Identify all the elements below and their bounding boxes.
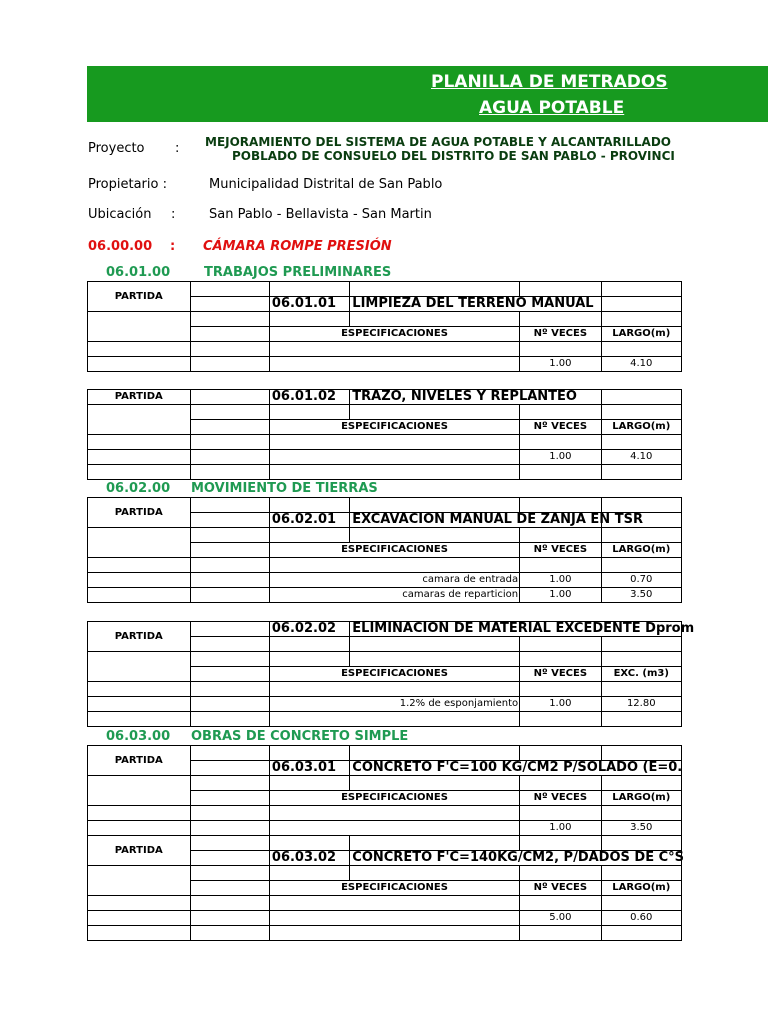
exc-header: EXC. (m3) [601,667,681,682]
partida-code: 06.01.01 [269,297,349,312]
spec-cell: camara de entrada [269,573,519,588]
partida-table-060202 [87,621,695,727]
section-code-0600: 06.00.00 [88,239,153,254]
section-code-0601: 06.01.00 [106,265,171,280]
veces-cell: 1.00 [520,573,601,588]
largo-header: LARGO(m) [601,327,681,342]
veces-header: Nº VECES [520,881,601,896]
partida-table-060201 [87,497,682,603]
veces-header: Nº VECES [520,420,601,435]
specs-header: ESPECIFICACIONES [269,420,519,435]
section-title-0603: OBRAS DE CONCRETO SIMPLE [191,729,409,744]
partida-title: TRAZO, NIVELES Y REPLANTEO [350,390,601,405]
veces-header: Nº VECES [520,543,601,558]
spec-cell: camaras de reparticion [269,588,519,603]
spec-cell [269,911,519,926]
largo-cell: 4.10 [601,450,681,465]
section-colon-0600: : [170,239,176,254]
partida-title: CONCRETO F'C=100 KG/CM2 P/SOLADO (E=0. [350,761,682,776]
veces-header: Nº VECES [520,667,601,682]
proyecto-label: Proyecto [88,141,145,156]
veces-cell: 1.00 [520,588,601,603]
veces-header: Nº VECES [520,791,601,806]
partida-label: PARTIDA [88,836,191,866]
specs-header: ESPECIFICACIONES [269,327,519,342]
section-code-0603: 06.03.00 [106,729,171,744]
partida-label: PARTIDA [88,390,191,405]
partida-label: PARTIDA [88,746,191,776]
partida-title: CONCRETO F'C=140KG/CM2, P/DADOS DE C°S [350,851,682,866]
veces-header: Nº VECES [520,327,601,342]
largo-cell: 0.60 [601,911,681,926]
ubicacion-colon: : [171,207,176,222]
largo-header: LARGO(m) [601,543,681,558]
section-title-0601: TRABAJOS PRELIMINARES [204,265,392,280]
specs-header: ESPECIFICACIONES [269,881,519,896]
specs-header: ESPECIFICACIONES [269,791,519,806]
proyecto-line-1: MEJORAMIENTO DEL SISTEMA DE AGUA POTABLE Y ALCANTARILLADO [205,135,672,149]
veces-cell: 5.00 [520,911,601,926]
partida-title: LIMPIEZA DEL TERRENO MANUAL [350,297,601,312]
veces-cell: 1.00 [520,357,601,372]
partida-table-060102 [87,389,682,480]
propietario-label: Propietario : [88,177,167,192]
largo-header: LARGO(m) [601,420,681,435]
proyecto-colon: : [175,141,180,156]
veces-cell: 1.00 [520,450,601,465]
propietario-value: Municipalidad Distrital de San Pablo [209,177,443,192]
partida-code: 06.02.01 [269,513,349,528]
spec-cell [269,821,519,836]
partida-code: 06.01.02 [269,390,349,405]
partida-title: EXCAVACION MANUAL DE ZANJA EN TSR [350,513,601,528]
partida-label: PARTIDA [88,498,191,528]
partida-label: PARTIDA [88,282,191,312]
partida-table-0603 [87,745,685,941]
partida-table-060101 [87,281,682,372]
partida-title: ELIMINACION DE MATERIAL EXCEDENTE Dprom [350,622,682,637]
sheet-header-banner [87,66,768,122]
largo-cell: 3.50 [601,588,681,603]
specs-header: ESPECIFICACIONES [269,543,519,558]
veces-cell: 1.00 [520,697,601,712]
spec-cell [269,357,519,372]
specs-header: ESPECIFICACIONES [269,667,519,682]
section-code-0602: 06.02.00 [106,481,171,496]
ubicacion-label: Ubicación [88,207,152,222]
sheet-title: PLANILLA DE METRADOS [431,72,668,92]
exc-cell: 12.80 [601,697,681,712]
proyecto-line-2: POBLADO DE CONSUELO DEL DISTRITO DE SAN PABLO - PROVINCI [232,149,675,163]
partida-code: 06.03.01 [269,761,349,776]
veces-cell: 1.00 [520,821,601,836]
sheet-subtitle: AGUA POTABLE [479,98,625,118]
spec-cell [269,450,519,465]
partida-code: 06.03.02 [269,851,349,866]
largo-header: LARGO(m) [601,881,681,896]
largo-cell: 4.10 [601,357,681,372]
section-title-0600: CÁMARA ROMPE PRESIÓN [203,239,392,254]
largo-header: LARGO(m) [601,791,681,806]
section-title-0602: MOVIMIENTO DE TIERRAS [191,481,378,496]
spec-cell: 1.2% de esponjamiento [269,697,519,712]
partida-code: 06.02.02 [269,622,349,637]
largo-cell: 0.70 [601,573,681,588]
largo-cell: 3.50 [601,821,681,836]
partida-label: PARTIDA [88,622,191,652]
ubicacion-value: San Pablo - Bellavista - San Martin [209,207,432,222]
